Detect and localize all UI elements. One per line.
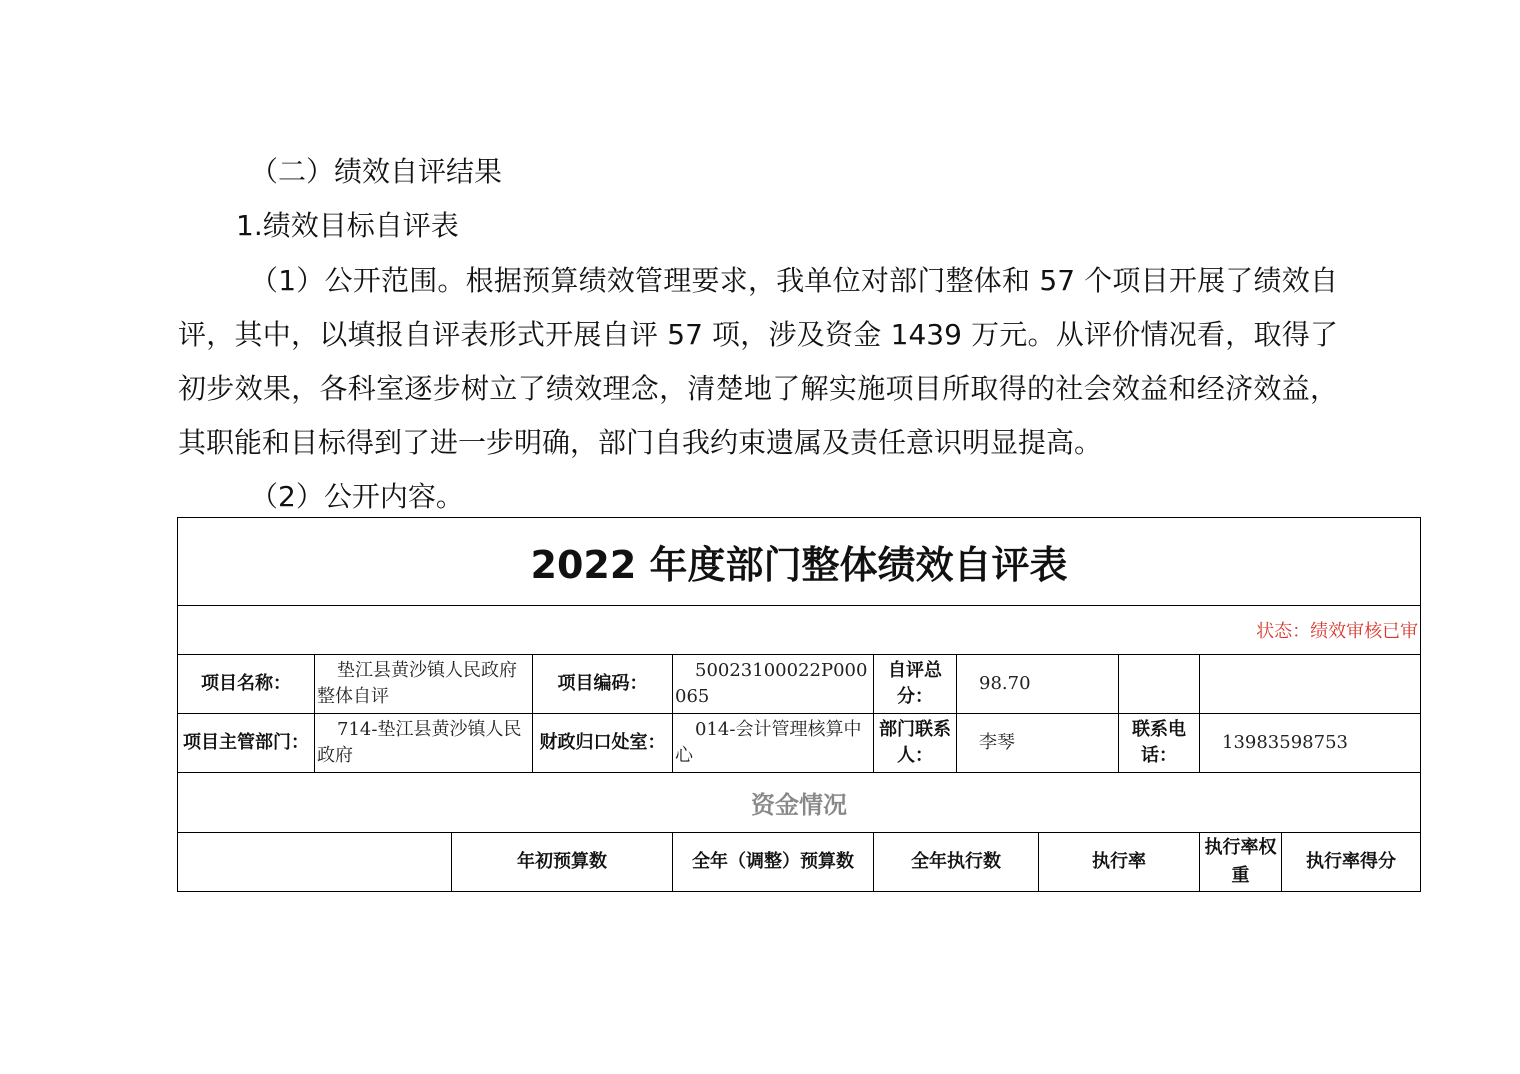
score-value: 98.70 <box>957 655 1119 714</box>
project-name-label: 项目名称： <box>178 655 315 714</box>
adjusted-budget-header: 全年（调整）预算数 <box>673 833 874 892</box>
execution-rate-header: 执行率 <box>1039 833 1200 892</box>
evaluation-table <box>177 517 1421 892</box>
finance-label: 财政归口处室： <box>533 714 673 773</box>
dept-value: 714-垫江县黄沙镇人民政府 <box>315 714 533 773</box>
annual-execution-header: 全年执行数 <box>874 833 1039 892</box>
status-badge: 状态：绩效审核已审 <box>178 606 1421 655</box>
fund-section-title: 资金情况 <box>178 773 1421 833</box>
table-row <box>178 714 1421 773</box>
project-code-label: 项目编码： <box>533 655 673 714</box>
rate-weight-header: 执行率权重 <box>1200 833 1282 892</box>
phone-label: 联系电话： <box>1119 714 1200 773</box>
content-heading: （2）公开内容。 <box>250 480 464 513</box>
empty-cell <box>1119 655 1200 714</box>
contact-value: 李琴 <box>957 714 1119 773</box>
table-row <box>178 833 1421 892</box>
scope-paragraph: （1）公开范围。根据预算绩效管理要求，我单位对部门整体和 57 个项目开展了绩效自评，其中，以填报自评表形式开展自评 57 项，涉及资金 1439 万元。从评价情况看，取得了初步效果，各科室逐步树立了绩效理念，清楚地了解实施项目所取得的社会效益和经济效益，其职能和目标得到了进一步明确，部门自我约束遗属及责任意识明显提高。 <box>178 264 1338 459</box>
empty-cell <box>1200 655 1421 714</box>
contact-label: 部门联系人： <box>874 714 957 773</box>
rate-score-header: 执行率得分 <box>1282 833 1421 892</box>
score-label: 自评总分： <box>874 655 957 714</box>
project-code-value: 50023100022P000065 <box>673 655 874 714</box>
empty-cell <box>178 833 452 892</box>
table-title: 2022 年度部门整体绩效自评表 <box>178 518 1421 606</box>
dept-label: 项目主管部门： <box>178 714 315 773</box>
subsection-heading: 1.绩效目标自评表 <box>236 209 459 242</box>
section-heading: （二）绩效自评结果 <box>250 155 503 188</box>
project-name-value: 垫江县黄沙镇人民政府整体自评 <box>315 655 533 714</box>
initial-budget-header: 年初预算数 <box>452 833 673 892</box>
finance-value: 014-会计管理核算中心 <box>673 714 874 773</box>
table-row <box>178 655 1421 714</box>
phone-value: 13983598753 <box>1200 714 1421 773</box>
